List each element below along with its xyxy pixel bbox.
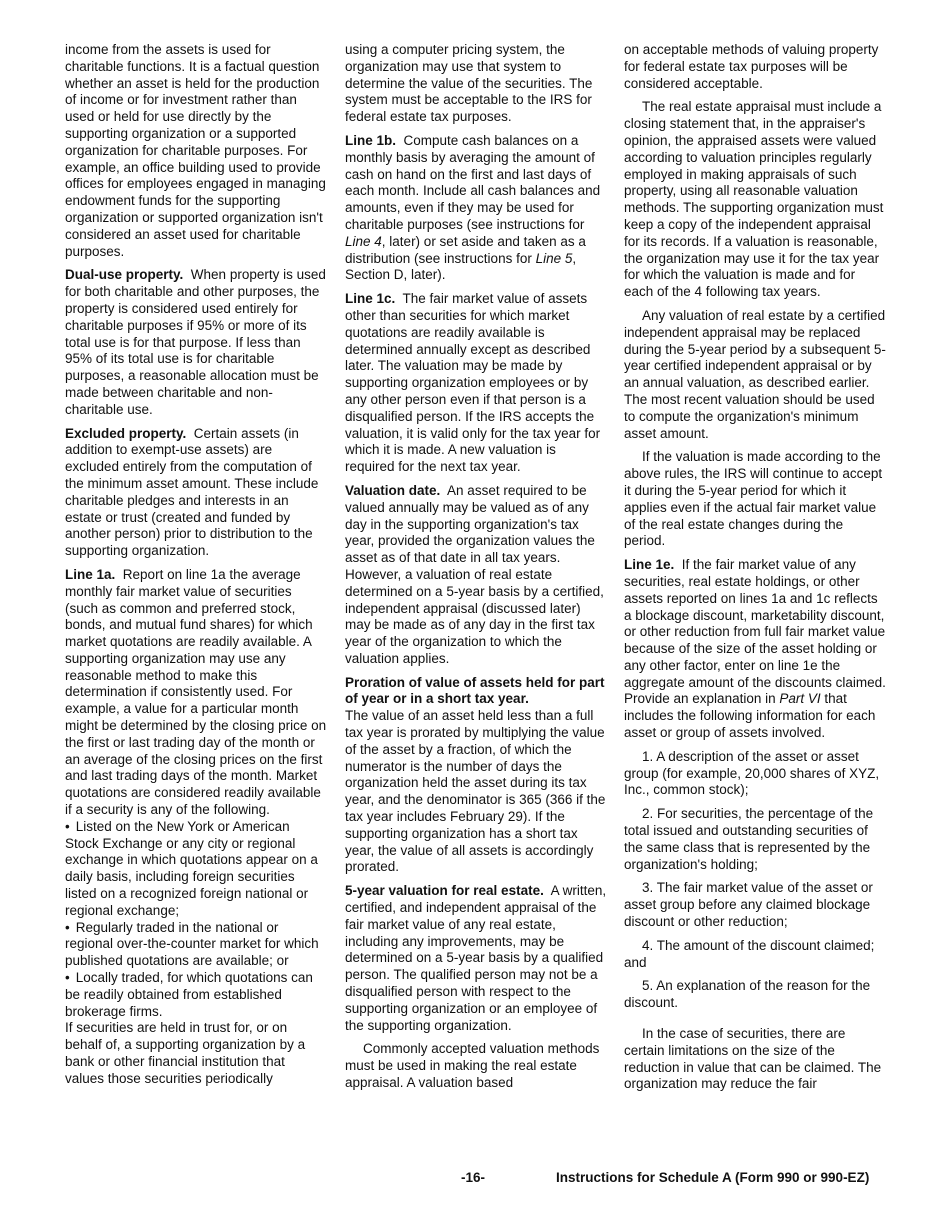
text-line-1e-a: If the fair market value of any securities, real estate holdings, or other assets reported on lines 1a and 1c reflects a blockage discount, marketability discount, or other reduction from full fair market value because of the size of the asset holding or any other factor, enter on line 1e the aggregate amount of the discounts claimed. Provide an explanation in	[624, 557, 886, 707]
numbered-item-2: 2. For securities, the percentage of the total issued and outstanding securities of the same class that is represented by the organization's holding;	[624, 806, 874, 872]
numbered-item-1: 1. A description of the asset or asset group (for example, 20,000 shares of XYZ, Inc., common stock);	[624, 748, 880, 798]
heading-line-1c: Line 1c.	[345, 291, 396, 307]
ref-line-4: Line 4	[345, 233, 382, 249]
paragraph-assets-income: income from the assets is used for charitable functions. It is a factual question whether an asset is held for the production of income or for investment rather than used or held for use directly by the supporting organization or a supported organization for charitable purposes. For example, an office building used to provide offices for employees engaged in managing endowment funds for the supporting organization or supported organization isn't considered an asset used for charitable purposes.	[65, 42, 326, 259]
text-valuation-date: An asset required to be valued annually may be valued as of any day in the supporting organization's tax year, provided the organization values the asset as of that date in all tax years. However, a valuation of real estate determined on a 5-year basis by a certified, independent appraisal (discussed later) may be made as of any day in the first tax year of the organization to which the valuation applies.	[345, 482, 604, 666]
text-line-1c: The fair market value of assets other than securities for which market quotations are readily available is determined annually except as described later. The valuation may be made by supporting organization employees or by any other person even if that person is a disqualified person. If the IRS accepts the valuation, it is valid only for the tax year for which it is made. A new valuation is required for the next tax year.	[345, 291, 601, 475]
page-number: -16-	[461, 1170, 486, 1185]
column-left	[65, 42, 327, 1095]
text-line-1b-c: , Section D, later).	[345, 250, 577, 283]
paragraph-securities-limit: In the case of securities, there are certain limitations on the size of the reduction in value that can be claimed. The organization may reduce the fair	[624, 1026, 882, 1092]
column-right	[624, 42, 886, 1100]
text-line-1b-b: , later) or set aside and taken as a distribution (see instructions for	[345, 233, 586, 266]
heading-valuation-date: Valuation date.	[345, 482, 441, 498]
text-excluded-property: Certain assets (in addition to exempt-use assets) are excluded entirely from the computation of the minimum asset amount. These include charitable pledges and interests in an estate or trust (created and funded by another person) prior to distribution to the supporting organization.	[65, 425, 319, 559]
paragraph-replacement: Any valuation of real estate by a certified independent appraisal may be replaced during the 5-year period by a subsequent 5-year certified independent appraisal or by an annual valuation, as described earlier. The most recent valuation should be used to compute the organization's minimum asset amount.	[624, 307, 886, 441]
paragraph-dual-use	[65, 267, 327, 418]
bullet-item-local	[65, 970, 327, 1020]
text-line-1a: Report on line 1a the average monthly fair market value of securities (such as common and preferred stock, bonds, and mutual fund shares) for which market quotations are readily available. A supporting organization may use any reasonable method to make this determination if consistently used. For example, a value for a particular month might be determined by the closing price on the first or last trading day of the month or an average of the closing prices on the first and last trading days of the month. Market quotations are considered readily available if a security is any of the following.	[65, 566, 327, 818]
bullet-text-regular: Regularly traded in the national or regional over-the-counter market for which published quotations are available; or	[65, 919, 319, 969]
heading-line-1a: Line 1a.	[65, 566, 116, 582]
bullet-item-listed	[65, 819, 327, 920]
heading-line-1e: Line 1e.	[624, 557, 675, 573]
text-proration: The value of an asset held less than a full tax year is prorated by multiplying the value of the asset by a fraction, of which the numerator is the number of days the organization held the asset during its tax year, and the denominator is 365 (366 if the tax year includes February 29). If the supporting organization has a short tax year, the value of all assets is accordingly prorated.	[345, 708, 606, 875]
paragraph-common-methods: Commonly accepted valuation methods must be used in making the real estate appraisal. A valuation based	[345, 1041, 600, 1091]
bullet-text-listed: Listed on the New York or American Stock Exchange or any city or regional exchange in which quotations appear on a daily basis, including foreign securities listed on a recognized foreign national or regional exchange;	[65, 818, 318, 918]
text-line-1b-a: Compute cash balances on a monthly basis by averaging the amount of cash on hand on the first and last days of each month. Include all cash balances and amounts, even if they may be used for charitable purposes (see instructions for	[345, 132, 601, 232]
bullet-text-local: Locally traded, for which quotations can be readily obtained from established brokerage firms.	[65, 970, 313, 1019]
paragraph-line-1a	[65, 567, 327, 819]
ref-part-vi: Part VI	[779, 691, 821, 707]
paragraph-proration	[345, 675, 607, 877]
text-5-year-valuation: A written, certified, and independent appraisal of the fair market value of any real estate, including any improvements, may be determined on a 5-year basis by a qualified person. The qualified person may not be a disqualified person with respect to the supporting organization or an employee of the supporting organization.	[345, 883, 607, 1033]
column-middle	[345, 42, 607, 1099]
paragraph-line-1e	[624, 557, 886, 742]
paragraph-excluded	[65, 426, 327, 560]
paragraph-estate-tax: on acceptable methods of valuing property for federal estate tax purposes will be considered acceptable.	[624, 42, 879, 91]
paragraph-trust: If securities are held in trust for, or on behalf of, a supporting organization by a bank or other financial institution that values those securities periodically	[65, 1020, 306, 1086]
heading-dual-use: Dual-use property.	[65, 267, 184, 283]
ref-line-5: Line 5	[535, 250, 573, 266]
numbered-item-4: 4. The amount of the discount claimed; and	[624, 937, 875, 970]
paragraph-appraisal: The real estate appraisal must include a closing statement that, in the appraiser's opinion, the appraised assets were valued according to valuation principles regularly employed in making appraisals of such property, using all reasonable valuation methods. The supporting organization must keep a copy of the independent appraisal for its records. If a valuation is reasonable, the organization may use it for the tax year for which the valuation is made and for each of the 4 following tax years.	[624, 99, 884, 300]
paragraph-5-year	[345, 883, 607, 1034]
numbered-item-5: 5. An explanation of the reason for the discount.	[624, 978, 871, 1011]
heading-line-1b: Line 1b.	[345, 132, 397, 148]
paragraph-line-1c	[345, 291, 607, 476]
paragraph-line-1b	[345, 133, 607, 284]
text-dual-use: When property is used for both charitable and other purposes, the property is considered used entirely for charitable purposes if 95% or more of its total use is for that purpose. If less than 95% of its total use is for charitable purposes, a reasonable allocation must be made between charitable and non-charitable use.	[65, 267, 326, 417]
numbered-item-3: 3. The fair market value of the asset or asset group before any claimed blockage discount or other reduction;	[624, 880, 873, 930]
paragraph-pricing-system: using a computer pricing system, the organization may use that system to determine the value of the securities. The system must be acceptable to the IRS for federal estate tax purposes.	[345, 42, 593, 125]
heading-proration: Proration of value of assets held for part of year or in a short tax year.	[345, 674, 605, 707]
paragraph-valuation-date	[345, 483, 607, 668]
paragraph-irs-accept: If the valuation is made according to the above rules, the IRS will continue to accept it during the 5-year period for which it applies even if the actual fair market value of the real estate changes during the period.	[624, 449, 883, 549]
bullet-item-regular	[65, 920, 327, 970]
document-title: Instructions for Schedule A (Form 990 or 990-EZ)	[556, 1170, 870, 1185]
heading-5-year-valuation: 5-year valuation for real estate.	[345, 883, 544, 899]
text-line-1e-b: that includes the following information for each asset or group of assets involved.	[624, 691, 876, 741]
heading-excluded-property: Excluded property.	[65, 425, 187, 441]
